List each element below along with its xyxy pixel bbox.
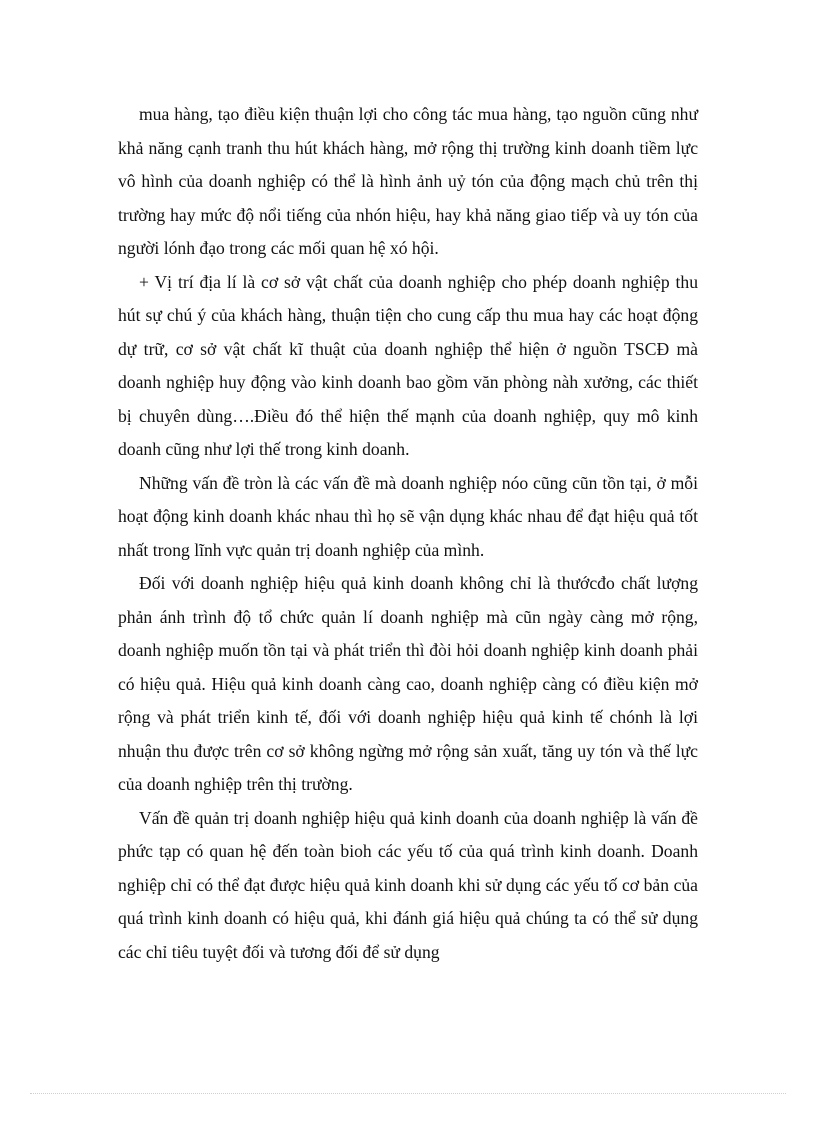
paragraph-2: + Vị trí địa lí là cơ sở vật chất của doanh nghiệp cho phép doanh nghiệp thu hút sự chú ý của khách hàng, thuận tiện cho cung cấp thu mua hay các hoạt động dự trữ, cơ sở vật chất kĩ thuật của doanh nghiệp thể hiện ở nguồn TSCĐ mà doanh nghiệp huy động vào kinh doanh bao gồm văn phòng nàh xưởng, các thiết bị chuyên dùng….Điều đó thể hiện thế mạnh của doanh nghiệp, quy mô kinh doanh cũng như lợi thế trong kinh doanh. xyxy=(118,271,698,459)
paragraph-3: Những vấn đề tròn là các vấn đề mà doanh nghiệp nóo cũng cũn tồn tại, ở mỗi hoạt động kinh doanh khác nhau thì họ sẽ vận dụng khác nhau để đạt hiệu quả tốt nhất trong lĩnh vực quản trị doanh nghiệp của mình. xyxy=(118,472,698,560)
page-bottom-divider xyxy=(30,1093,786,1094)
paragraph-1: mua hàng, tạo điều kiện thuận lợi cho công tác mua hàng, tạo nguồn cũng như khả năng cạnh tranh thu hút khách hàng, mở rộng thị trường kinh doanh tiềm lực vô hình của doanh nghiệp có thể là hình ảnh uỷ tón của động mạch chủ trên thị trường hay mức độ nổi tiếng của nhón hiệu, hay khả năng giao tiếp và uy tón của người lónh đạo trong các mối quan hệ xó hội. xyxy=(118,104,698,258)
paragraph-5: Vấn đề quản trị doanh nghiệp hiệu quả kinh doanh của doanh nghiệp là vấn đề phức tạp có quan hệ đến toàn bioh các yếu tố của quá trình kinh doanh. Doanh nghiệp chỉ có thể đạt được hiệu quả kinh doanh khi sử dụng các yếu tố cơ bản của quá trình kinh doanh có hiệu quả, khi đánh giá hiệu quả chúng ta có thể sử dụng các chỉ tiêu tuyệt đối và tương đối để sử dụng xyxy=(118,807,698,962)
document-body xyxy=(118,98,698,969)
paragraph-4: Đối với doanh nghiệp hiệu quả kinh doanh không chỉ là thướcđo chất lượng phản ánh trình độ tổ chức quản lí doanh nghiệp mà cũn ngày càng mở rộng, doanh nghiệp muốn tồn tại và phát triển thì đòi hỏi doanh nghiệp kinh doanh phải có hiệu quả. Hiệu quả kinh doanh càng cao, doanh nghiệp càng có điều kiện mở rộng và phát triển kinh tế, đối với doanh nghiệp hiệu quả kinh tế chónh là lợi nhuận thu được trên cơ sở không ngừng mở rộng sản xuất, tăng uy tón và thế lực của doanh nghiệp trên thị trường. xyxy=(118,573,698,794)
